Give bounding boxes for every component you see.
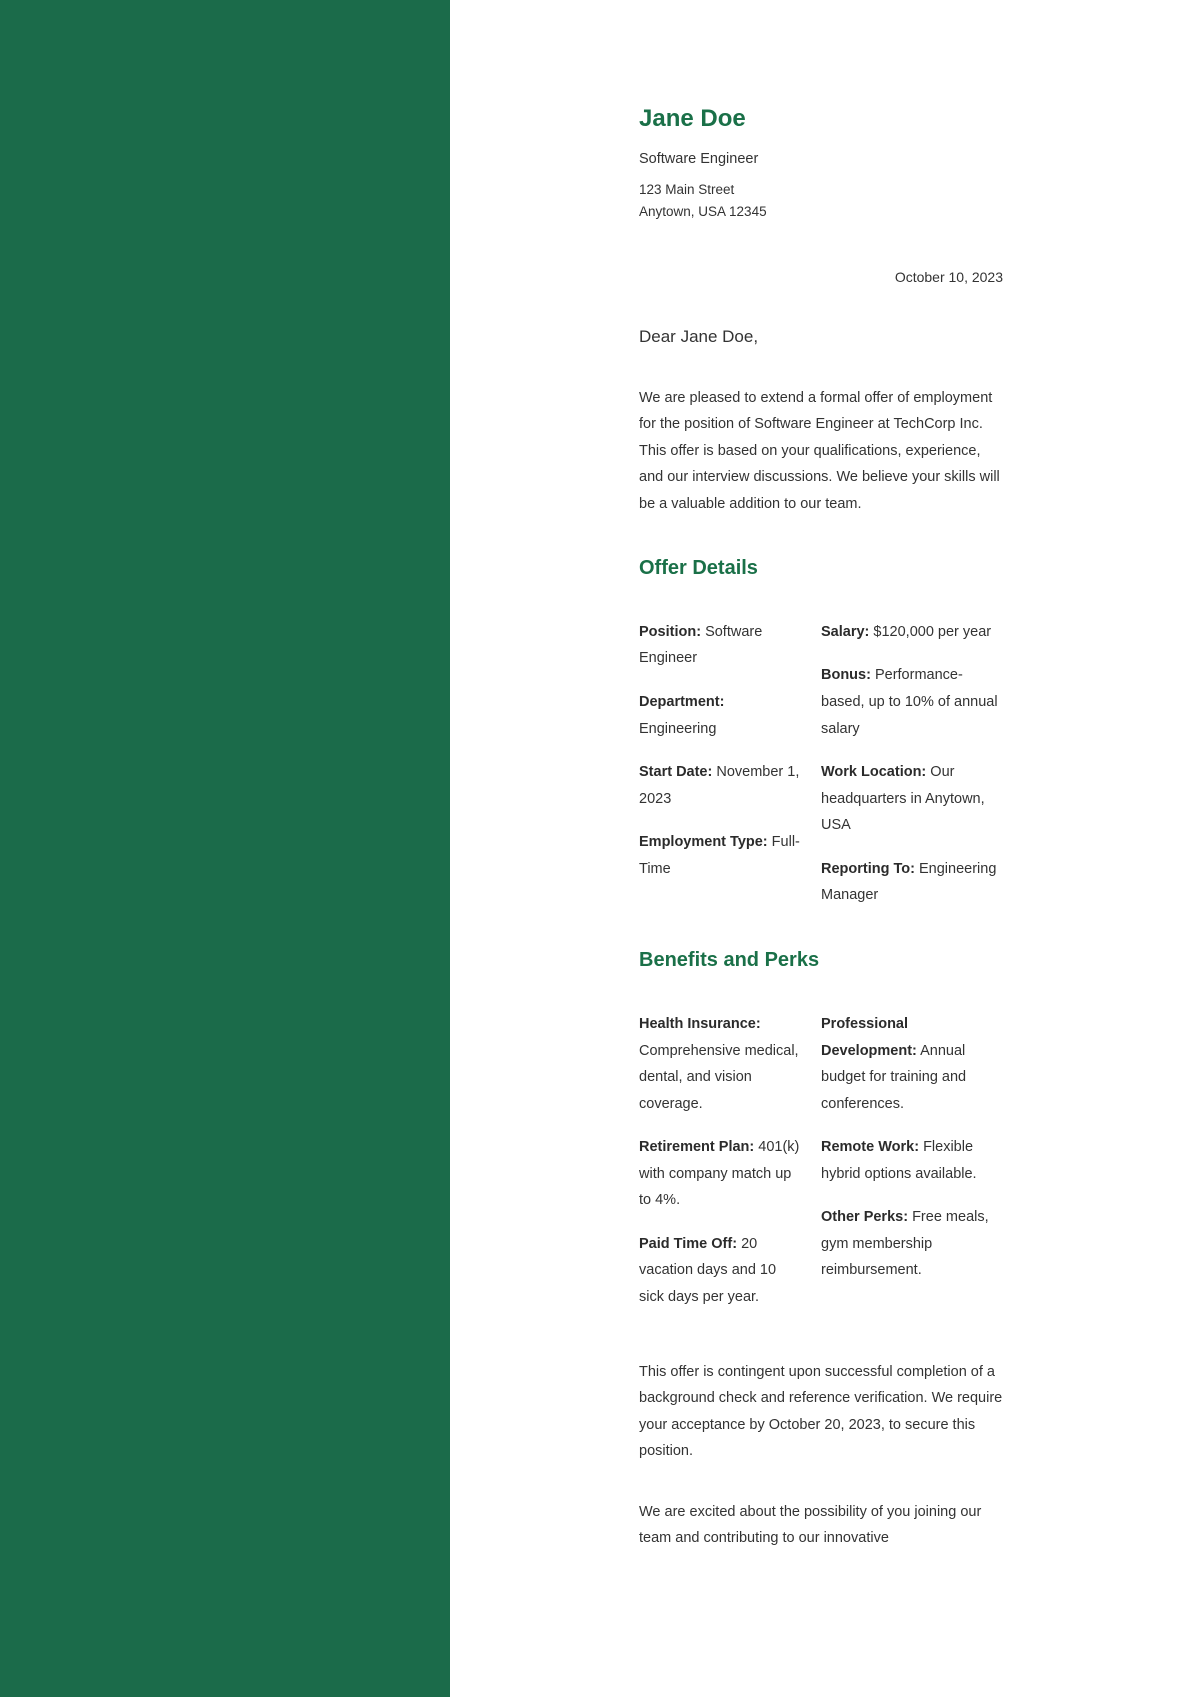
detail-salary	[821, 619, 1003, 646]
benefit-other-perks	[821, 1204, 1003, 1284]
benefit-paid-time-off-label: Paid Time Off:	[639, 1235, 738, 1252]
offer-details-left-column	[639, 604, 821, 908]
detail-department-label: Department:	[639, 694, 725, 710]
benefit-remote-work-label: Remote Work:	[821, 1139, 920, 1156]
detail-department-value: Engineering	[639, 720, 717, 737]
detail-salary-label: Salary:	[821, 623, 870, 640]
intro-paragraph: We are pleased to extend a formal offer of employment for the position of Software Engineer at TechCorp Inc. This offer is based on your qualifications, experience, and our interview discussions. We believe your skills will be a valuable addition to our team.	[639, 389, 1000, 512]
benefit-remote-work-value: Flexible hybrid options available.	[821, 1139, 977, 1182]
detail-start-date	[639, 759, 803, 812]
recipient-job-title: Software Engineer	[639, 150, 759, 167]
benefit-health-insurance-label: Health Insurance:	[639, 1016, 761, 1033]
offer-details-grid	[639, 604, 1003, 908]
detail-work-location	[821, 759, 1003, 839]
detail-bonus	[821, 662, 1003, 742]
benefit-professional-development-label: Professional Development:	[821, 1016, 917, 1059]
benefit-other-perks-value: Free meals, gym membership reimbursement.	[821, 1209, 989, 1279]
decorative-sidebar	[0, 0, 450, 1697]
benefit-other-perks-label: Other Perks:	[821, 1209, 909, 1226]
recipient-name: Jane Doe	[639, 105, 746, 132]
benefit-retirement-plan-label: Retirement Plan:	[639, 1139, 755, 1156]
detail-reporting-to-label: Reporting To:	[821, 860, 915, 877]
benefit-professional-development-value: Annual budget for training and conferences.	[821, 1042, 967, 1112]
benefit-health-insurance-value: Comprehensive medical, dental, and vision coverage.	[639, 1042, 799, 1112]
address-line-2: Anytown, USA 12345	[639, 204, 767, 220]
detail-reporting-to-value: Engineering Manager	[821, 860, 997, 904]
document-page	[450, 0, 1200, 1697]
detail-employment-type	[639, 829, 803, 882]
detail-start-date-value: November 1, 2023	[639, 764, 800, 807]
benefit-remote-work	[821, 1134, 1003, 1187]
offer-details-right-column	[821, 604, 1003, 908]
benefit-paid-time-off	[639, 1231, 803, 1311]
detail-start-date-label: Start Date:	[639, 764, 713, 781]
contingency-paragraph: This offer is contingent upon successful completion of a background check and reference verification. We require your acceptance by October 20, 2023, to secure this position.	[639, 1363, 1003, 1460]
detail-position-value: Software Engineer	[639, 623, 763, 667]
benefit-professional-development	[821, 1011, 1003, 1117]
detail-bonus-label: Bonus:	[821, 667, 871, 684]
benefits-right-column	[821, 997, 1003, 1311]
letter-date: October 10, 2023	[894, 268, 1003, 285]
benefits-heading: Benefits and Perks	[639, 948, 820, 971]
closing-paragraph: We are excited about the possibility of you joining our team and contributing to our innovative	[639, 1503, 982, 1547]
benefit-paid-time-off-value: 20 vacation days and 10 sick days per year.	[639, 1235, 777, 1305]
detail-work-location-label: Work Location:	[821, 764, 927, 781]
detail-employment-type-label: Employment Type:	[639, 834, 768, 851]
detail-reporting-to	[821, 856, 1003, 909]
detail-bonus-value: Performance-based, up to 10% of annual salary	[821, 667, 998, 737]
address-line-1: 123 Main Street	[639, 182, 735, 198]
detail-employment-type-value: Full-Time	[639, 834, 800, 877]
detail-salary-value: $120,000 per year	[873, 623, 992, 640]
offer-details-heading: Offer Details	[639, 557, 758, 580]
detail-work-location-value: Our headquarters in Anytown, USA	[821, 764, 985, 834]
benefit-retirement-plan	[639, 1134, 803, 1214]
letter-content	[639, 105, 1003, 1552]
detail-position-label: Position:	[639, 623, 702, 640]
detail-position	[639, 619, 803, 672]
benefits-left-column	[639, 997, 821, 1311]
benefit-health-insurance	[639, 1011, 803, 1117]
detail-department	[639, 689, 803, 742]
benefit-retirement-plan-value: 401(k) with company match up to 4%.	[639, 1139, 800, 1209]
benefits-grid	[639, 997, 1003, 1311]
salutation: Dear Jane Doe,	[639, 326, 759, 346]
